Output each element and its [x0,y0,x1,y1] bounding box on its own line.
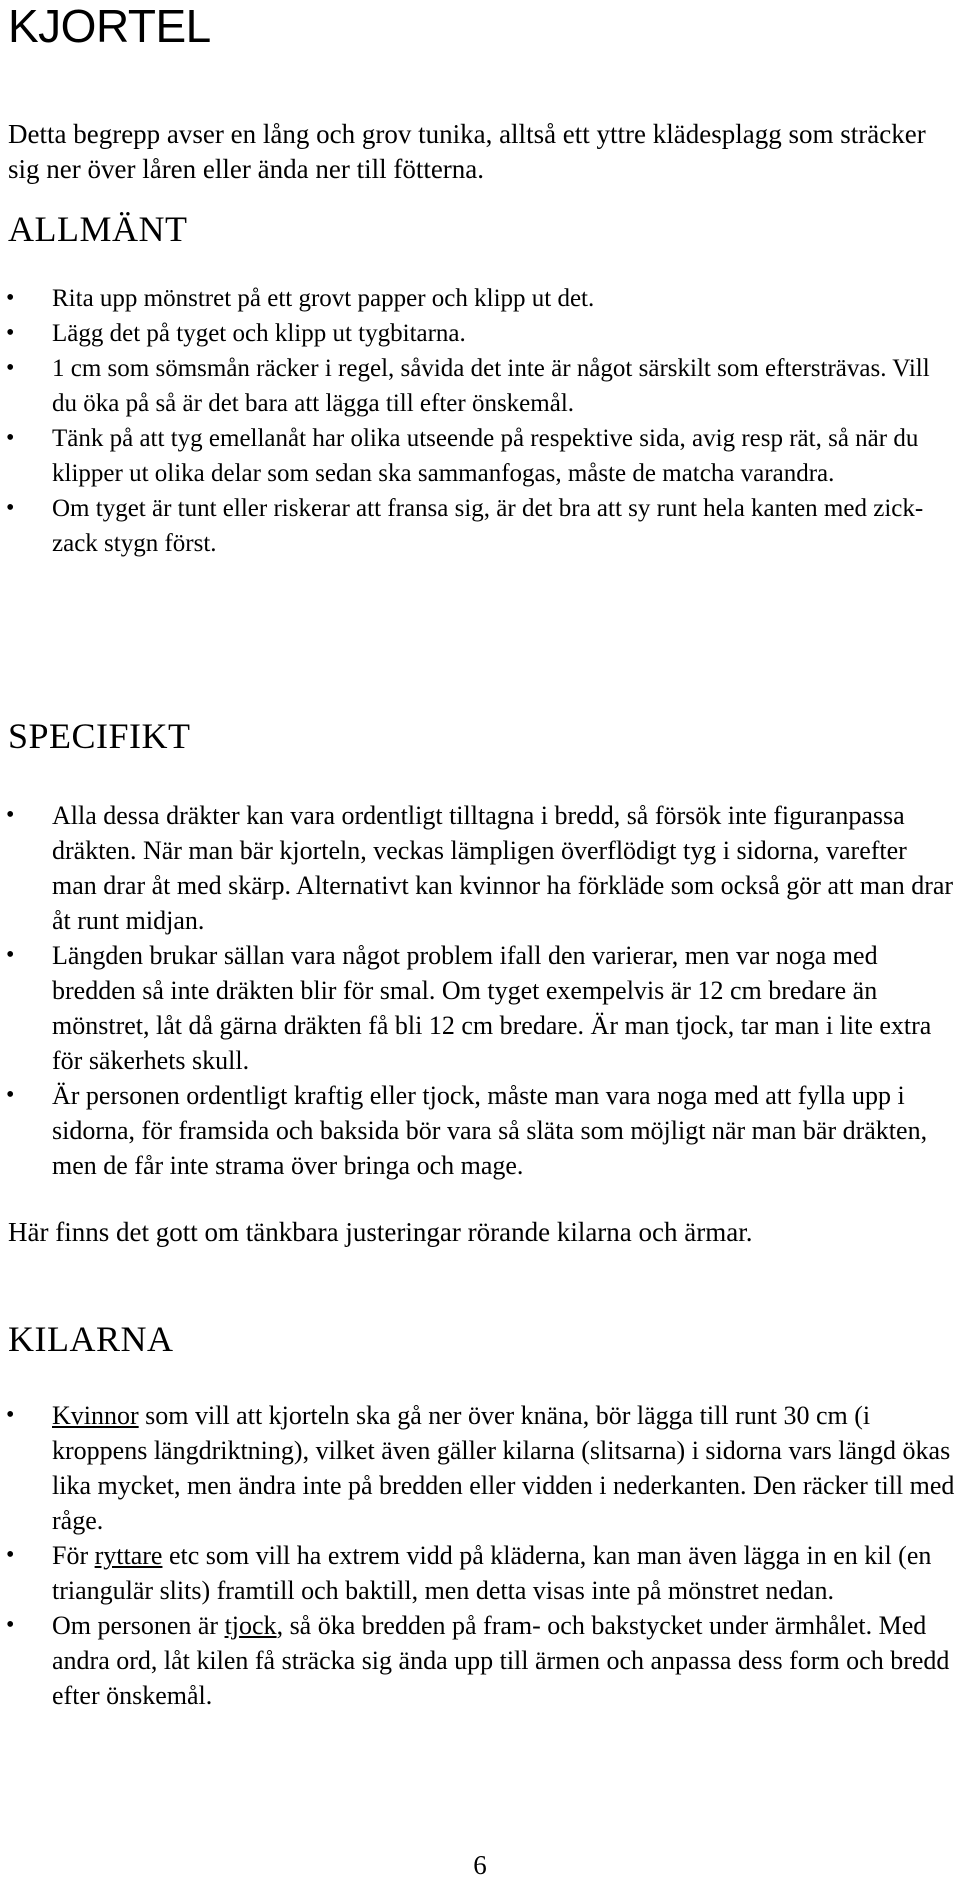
list-item: • Rita upp mönstret på ett grovt papper och klipp ut det. [0,281,955,316]
section-heading-specifikt: SPECIFIKT [8,716,191,756]
list-item [0,1538,955,1608]
list-item [0,1608,955,1713]
list-item-text: som vill att kjorteln ska gå ner över knäna, bör lägga till runt 30 cm (i kroppens längdriktning), vilket även gäller kilarna (slitsarna) i sidorna vars längd ökas lika mycket, men ändra inte på bredden eller vidden i nederkanten. Den räcker till med råge. [52,1401,955,1535]
list-item-text: etc som vill ha extrem vidd på kläderna, kan man även lägga in en kil (en triangulär slits) framtill och baktill, men detta visas inte på mönstret nedan. [52,1541,932,1605]
list-item: • 1 cm som sömsmån räcker i regel, såvida det inte är något särskilt som eftersträvas. Vill du öka på så är det bara att lägga till efter önskemål. [0,351,955,421]
section-heading-allmant: ALLMÄNT [8,209,188,249]
list-item [0,1398,955,1538]
page-number: 6 [473,1850,487,1880]
list-item: • Om tyget är tunt eller riskerar att fransa sig, är det bra att sy runt hela kanten med zick-zack stygn först. [0,491,955,561]
kilarna-list [0,1398,955,1713]
list-item-prefix: Om personen är [52,1611,225,1640]
list-item-text: , så öka bredden på fram- och bakstycket under ärmhålet. Med andra ord, låt kilen få sträcka sig ända upp till ärmen och anpassa dess form och bredd efter önskemål. [52,1611,950,1710]
adjustments-note: Här finns det gott om tänkbara justeringar rörande kilarna och ärmar. [8,1217,753,1247]
intro-paragraph: Detta begrepp avser en lång och grov tunika, alltså ett yttre klädesplagg som sträcker sig ner över låren eller ända ner till fötterna. [8,119,926,184]
link-tjock[interactable]: tjock [224,1611,277,1640]
list-item: • Lägg det på tyget och klipp ut tygbitarna. [0,316,955,351]
section-heading-kilarna: KILARNA [8,1319,174,1359]
page-title: KJORTEL [8,0,211,52]
list-item: • Längden brukar sällan vara något problem ifall den varierar, men var noga med bredden så inte dräkten blir för smal. Om tyget exempelvis är 12 cm bredare än mönstret, låt då gärna dräkten få bli 12 cm bredare. Är man tjock, tar man i lite extra för säkerhets skull. [0,938,955,1078]
list-item-prefix: För [52,1541,95,1570]
link-ryttare[interactable]: ryttare [94,1541,163,1570]
specifikt-list [0,798,955,1183]
list-item: • Alla dessa dräkter kan vara ordentligt tilltagna i bredd, så försök inte figuranpassa dräkten. När man bär kjorteln, veckas lämpligen överflödigt tyg i sidorna, varefter man drar åt med skärp. Alternativt kan kvinnor ha förkläde som också gör att man drar åt runt midjan. [0,798,955,938]
link-kvinnor[interactable]: Kvinnor [52,1401,139,1430]
allmant-list [0,281,955,561]
list-item: • Tänk på att tyg emellanåt har olika utseende på respektive sida, avig resp rät, så när du klipper ut olika delar som sedan ska sammanfogas, måste de matcha varandra. [0,421,955,491]
list-item: • Är personen ordentligt kraftig eller tjock, måste man vara noga med att fylla upp i sidorna, för framsida och baksida bör vara så släta som möjligt när man bär dräkten, men de får inte strama över bringa och mage. [0,1078,955,1183]
